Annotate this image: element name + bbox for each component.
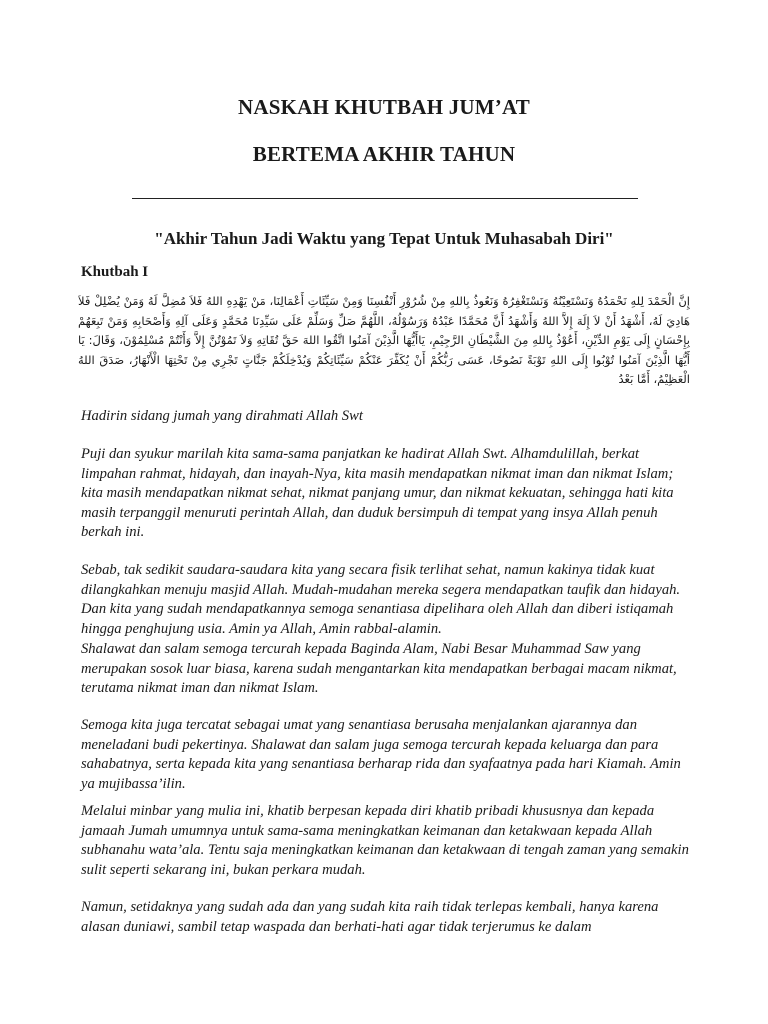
title-divider (132, 198, 638, 199)
paragraph: Melalui minbar yang mulia ini, khatib berpesan kepada diri khatib pribadi khususnya dan kepada jamaah Jumah umumnya untuk sama-sama meningkatkan keimanan dan ketakwaan kepada Allah subhanahu wata’ala. Tentu saja meningkatkan keimanan dan ketakwaan di tengah zaman yang semakin sulit seperti sekarang ini, bukan perkara mudah. (81, 803, 689, 878)
paragraph: Semoga kita juga tercatat sebagai umat yang senantiasa berusaha menjalankan ajarannya dan meneladani budi pekertinya. Shalawat dan salam juga semoga tercurah kepada keluarga dan para sahabatnya, serta kepada kita yang senantiasa berharap rida dan syafaatnya pada hari Kiamah. Amin ya mujibassa’ilin. (81, 717, 681, 792)
document-title: NASKAH KHUTBAH JUM’AT (238, 95, 530, 119)
section-heading: Khutbah I (81, 264, 149, 280)
paragraph: Namun, setidaknya yang sudah ada dan yang sudah kita raih tidak terlepas kembali, hanya karena alasan duniawi, sambil tetap waspada dan berhati-hati agar tidak terjerumus ke dalam (81, 899, 659, 935)
paragraph: Sebab, tak sedikit saudara-saudara kita yang secara fisik terlihat sehat, namun kakinya tidak kuat dilangkahkan menuju masjid Allah. Mudah-mudahan mereka segera mendapatkan taufik dan hidayah. Dan kita yang sudah mendapatkannya semoga senantiasa dipelihara oleh Allah dan diberi istiqamah hingga penghujung usia. Amin ya Allah, Amin rabbal-alamin. (81, 562, 681, 637)
paragraph-greeting: Hadirin sidang jumah yang dirahmati Allah Swt (81, 408, 363, 424)
document-subtitle: "Akhir Tahun Jadi Waktu yang Tepat Untuk Muhasabah Diri" (154, 229, 614, 248)
paragraph: Puji dan syukur marilah kita sama-sama panjatkan ke hadirat Allah Swt. Alhamdulillah, berkat limpahan rahmat, hidayah, dan inayah-Nya, kita masih mendapatkan nikmat iman dan nikmat Islam; kita masih mendapatkan nikmat sehat, nikmat panjang umur, dan nikmat kekuatan, sehingga hati kita masih terpanggil menuruti perintah Allah, dan duduk bersimpuh di tempat yang insya Allah penuh berkah ini. (81, 446, 674, 540)
document-theme-title: BERTEMA AKHIR TAHUN (252, 142, 516, 166)
arabic-opening-text: إِنَّ الْحَمْدَ لِلهِ نَحْمَدُهُ وَنَسْتَعِيْنُهُ وَنَسْتَغْفِرُهُ وَنَعُوذُ بِاللهِ مِنْ شُرُوْرِ أَنْفُسِنَا وَمِنْ سَيِّئَاتِ أَعْمَالِنَا، مَنْ يَهْدِهِ اللهُ فَلاَ مُضِلَّ لَهُ وَمَنْ يُضْلِلْ فَلاَ هَادِيَ لَهُ، أَشْهَدُ أَنْ لاَ إِلَهَ إِلاَّ اللهُ وَأَشْهَدُ أَنَّ مُحَمَّدًا عَبْدُهُ وَرَسُوْلُهُ، اللَّهُمَّ صَلِّ وَسَلِّمْ عَلَى سَيِّدِنَا مُحَمَّدٍ وَعَلَى آلِهِ وَأَصْحَابِهِ وَمَنْ تَبِعَهُمْ بِإِحْسَانٍ إِلَى يَوْمِ الدِّيْنِ، أَعُوْذُ بِاللهِ مِنَ الشَّيْطَانِ الرَّجِيْمِ، يَاأَيُّهَا الَّذِيْنَ آمَنُوا اتَّقُوا اللهَ حَقَّ تُقَاتِهِ وَلاَ تَمُوْتُنَّ إِلاَّ وَأَنْتُمْ مُسْلِمُوْنَ، وَقَالَ: يَا أَيُّهَا الَّذِيْنَ آمَنُوا تُوْبُوا إِلَى اللهِ تَوْبَةً نَصُوحًا، عَسَى رَبُّكُمْ أَنْ يُكَفِّرَ عَنْكُمْ سَيِّئَاتِكُمْ وَيُدْخِلَكُمْ جَنَّاتٍ تَجْرِي مِنْ تَحْتِهَا الْأَنْهَارُ، صَدَقَ اللهُ الْعَظِيْمُ، أَمَّا بَعْدُ (78, 294, 690, 386)
paragraph: Shalawat dan salam semoga tercurah kepada Baginda Alam, Nabi Besar Muhammad Saw yang merupakan sosok luar biasa, karena sudah mengantarkan kita mendapatkan berbagai macam nikmat, terutama nikmat iman dan nikmat Islam. (81, 641, 677, 696)
